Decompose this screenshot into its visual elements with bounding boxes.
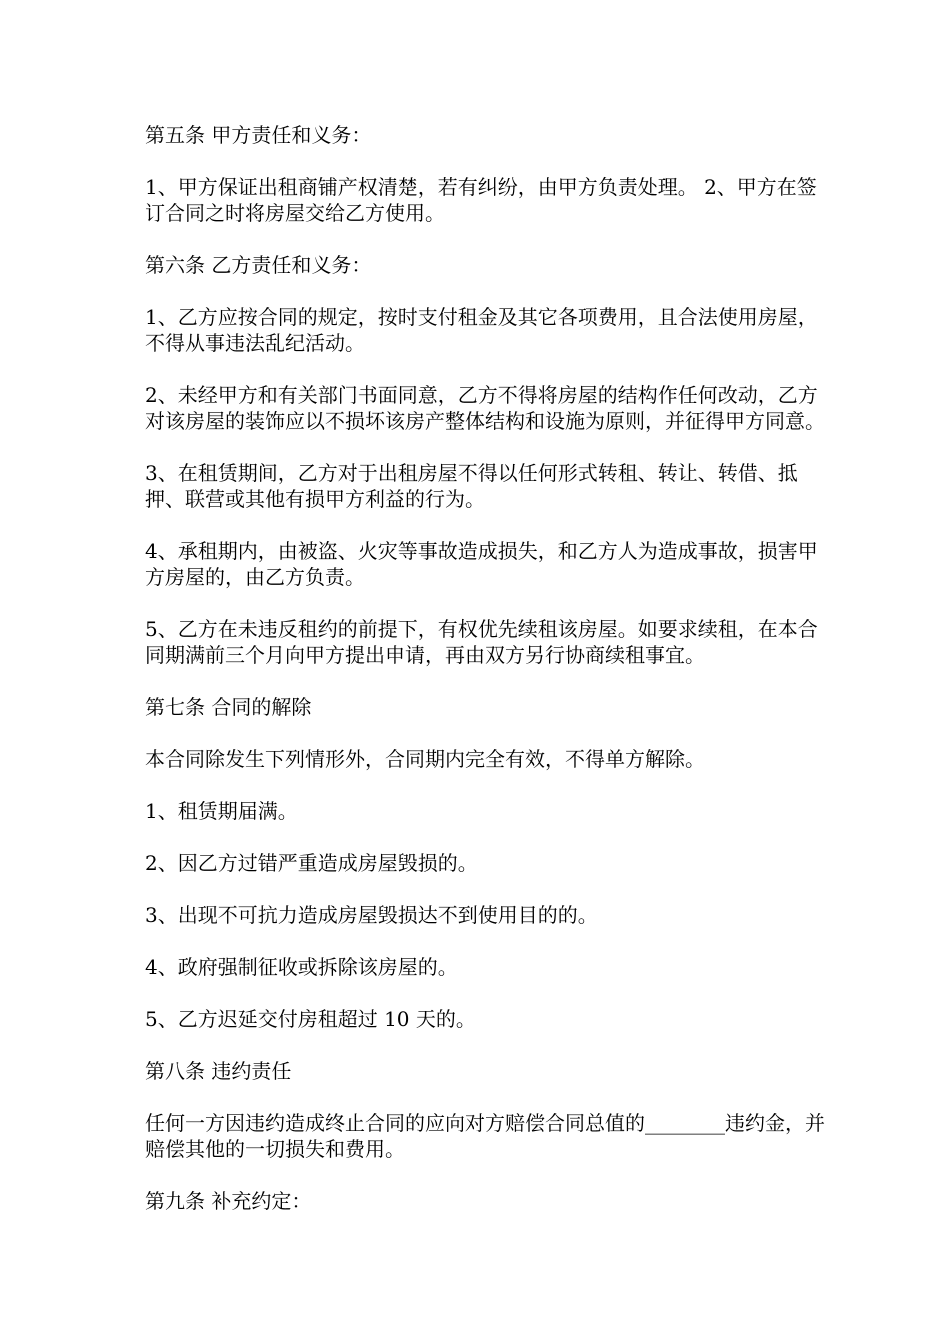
article-6-clause-1: 1、乙方应按合同的规定，按时支付租金及其它各项费用，且合法使用房屋，不得从事违法乱纪活动。 xyxy=(145,305,818,355)
document-body xyxy=(145,122,835,1240)
article-7-clause-2: 2、因乙方过错严重造成房屋毁损的。 xyxy=(145,851,478,875)
article-6-clause-2: 2、未经甲方和有关部门书面同意，乙方不得将房屋的结构作任何改动，乙方对该房屋的装饰应以不损坏该房产整体结构和设施为原则，并征得甲方同意。 xyxy=(145,383,825,433)
article-6-heading: 第六条 乙方责任和义务： xyxy=(145,253,372,277)
article-6-clause-4: 4、承租期内，由被盗、火灾等事故造成损失，和乙方人为造成事故，损害甲方房屋的，由乙方负责。 xyxy=(145,539,818,589)
article-7-heading: 第七条 合同的解除 xyxy=(145,695,312,719)
article-9-heading: 第九条 补充约定： xyxy=(145,1189,312,1213)
article-7-intro: 本合同除发生下列情形外，合同期内完全有效，不得单方解除。 xyxy=(145,747,705,771)
article-7-clause-3: 3、出现不可抗力造成房屋毁损达不到使用目的的。 xyxy=(145,903,598,927)
article-5-clauses: 1、甲方保证出租商铺产权清楚，若有纠纷，由甲方负责处理。 2、甲方在签订合同之时将房屋交给乙方使用。 xyxy=(145,175,817,225)
article-5-heading: 第五条 甲方责任和义务： xyxy=(145,123,372,147)
article-6-clause-5: 5、乙方在未违反租约的前提下，有权优先续租该房屋。如要求续租，在本合同期满前三个月向甲方提出申请，再由双方另行协商续租事宜。 xyxy=(145,617,818,667)
article-6-clause-3: 3、在租赁期间，乙方对于出租房屋不得以任何形式转租、转让、转借、抵押、联营或其他有损甲方利益的行为。 xyxy=(145,461,798,511)
article-8-clause: 任何一方因违约造成终止合同的应向对方赔偿合同总值的________违约金，并赔偿其他的一切损失和费用。 xyxy=(145,1111,825,1161)
article-7-clause-5: 5、乙方迟延交付房租超过 10 天的。 xyxy=(145,1007,476,1031)
article-8-heading: 第八条 违约责任 xyxy=(145,1059,292,1083)
article-7-clause-4: 4、政府强制征收或拆除该房屋的。 xyxy=(145,955,458,979)
article-7-clause-1: 1、租赁期届满。 xyxy=(145,799,298,823)
